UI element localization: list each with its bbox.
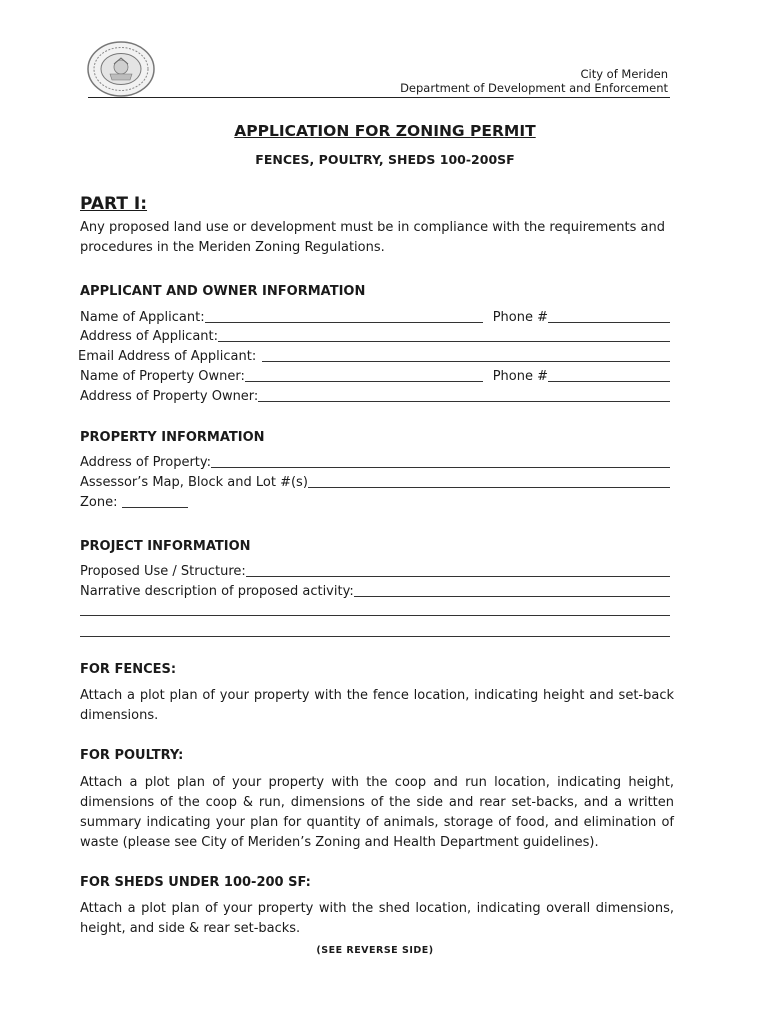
applicant-email-label: Email Address of Applicant: <box>78 349 257 364</box>
proposed-use-field[interactable] <box>246 564 670 577</box>
applicant-address-row <box>80 328 670 344</box>
applicant-address-field[interactable] <box>218 329 670 342</box>
applicant-name-label: Name of Applicant: <box>80 310 205 325</box>
city-name: City of Meriden <box>580 67 668 81</box>
fences-heading: FOR FENCES: <box>80 662 177 677</box>
applicant-phone-field[interactable] <box>548 310 670 323</box>
owner-phone-field[interactable] <box>548 369 670 382</box>
part-one-heading: PART I: <box>80 194 148 214</box>
assessor-field[interactable] <box>308 475 670 488</box>
assessor-label: Assessor’s Map, Block and Lot #(s) <box>80 475 308 490</box>
narrative-line-2[interactable] <box>80 615 670 616</box>
property-info-heading: PROPERTY INFORMATION <box>80 430 265 445</box>
applicant-phone-label: Phone # <box>492 310 548 325</box>
document-subtitle: FENCES, POULTRY, SHEDS 100-200SF <box>255 152 515 167</box>
part-one-intro: Any proposed land use or development must be in compliance with the requirements and procedures in the Meriden Zoning Regulations. <box>80 220 665 255</box>
narrative-field[interactable] <box>354 584 670 597</box>
applicant-name-row <box>80 309 670 325</box>
document-title: APPLICATION FOR ZONING PERMIT <box>234 122 536 140</box>
header-divider <box>88 97 670 98</box>
zone-label: Zone: <box>80 495 118 510</box>
sheds-instructions: Attach a plot plan of your property with the shed location, indicating overall dimensions, height, and side & rear set-backs. <box>80 901 674 936</box>
property-address-row <box>80 454 670 470</box>
department-name: Department of Development and Enforcement <box>400 81 668 95</box>
applicant-email-field[interactable] <box>262 349 670 362</box>
assessor-row <box>80 474 670 490</box>
zone-field[interactable] <box>122 495 188 508</box>
narrative-label: Narrative description of proposed activity: <box>80 584 354 599</box>
property-address-label: Address of Property: <box>80 455 212 470</box>
narrative-line-3[interactable] <box>80 636 670 637</box>
applicant-owner-heading: APPLICANT AND OWNER INFORMATION <box>80 284 366 299</box>
narrative-row <box>80 583 670 599</box>
city-seal-logo <box>86 40 156 98</box>
poultry-instructions: Attach a plot plan of your property with the coop and run location, indicating height, dimensions of the coop & run, dimensions of the side and rear set-backs, and a written summary indicating your plan for quantity of animals, storage of food, and elimination of waste (please see City of Meriden’s Zoning and Health Department guidelines). <box>80 775 674 850</box>
applicant-address-label: Address of Applicant: <box>80 329 219 344</box>
city-department-header <box>400 67 668 95</box>
owner-phone-label: Phone # <box>492 369 548 384</box>
applicant-email-row <box>78 348 670 364</box>
fences-instructions: Attach a plot plan of your property with the fence location, indicating height and set-back dimensions. <box>80 688 674 723</box>
property-address-field[interactable] <box>211 455 670 468</box>
sheds-heading: FOR SHEDS UNDER 100-200 SF: <box>80 875 311 890</box>
owner-address-row <box>80 388 670 404</box>
owner-name-field[interactable] <box>245 369 483 382</box>
proposed-use-row <box>80 563 670 579</box>
owner-name-row <box>80 368 670 384</box>
owner-address-field[interactable] <box>258 389 670 402</box>
owner-name-label: Name of Property Owner: <box>80 369 245 384</box>
applicant-name-field[interactable] <box>205 310 483 323</box>
zone-row <box>80 494 670 510</box>
proposed-use-label: Proposed Use / Structure: <box>80 564 246 579</box>
owner-address-label: Address of Property Owner: <box>80 389 259 404</box>
project-info-heading: PROJECT INFORMATION <box>80 539 251 554</box>
see-reverse-side-note: (SEE REVERSE SIDE) <box>316 945 434 956</box>
poultry-heading: FOR POULTRY: <box>80 748 184 763</box>
